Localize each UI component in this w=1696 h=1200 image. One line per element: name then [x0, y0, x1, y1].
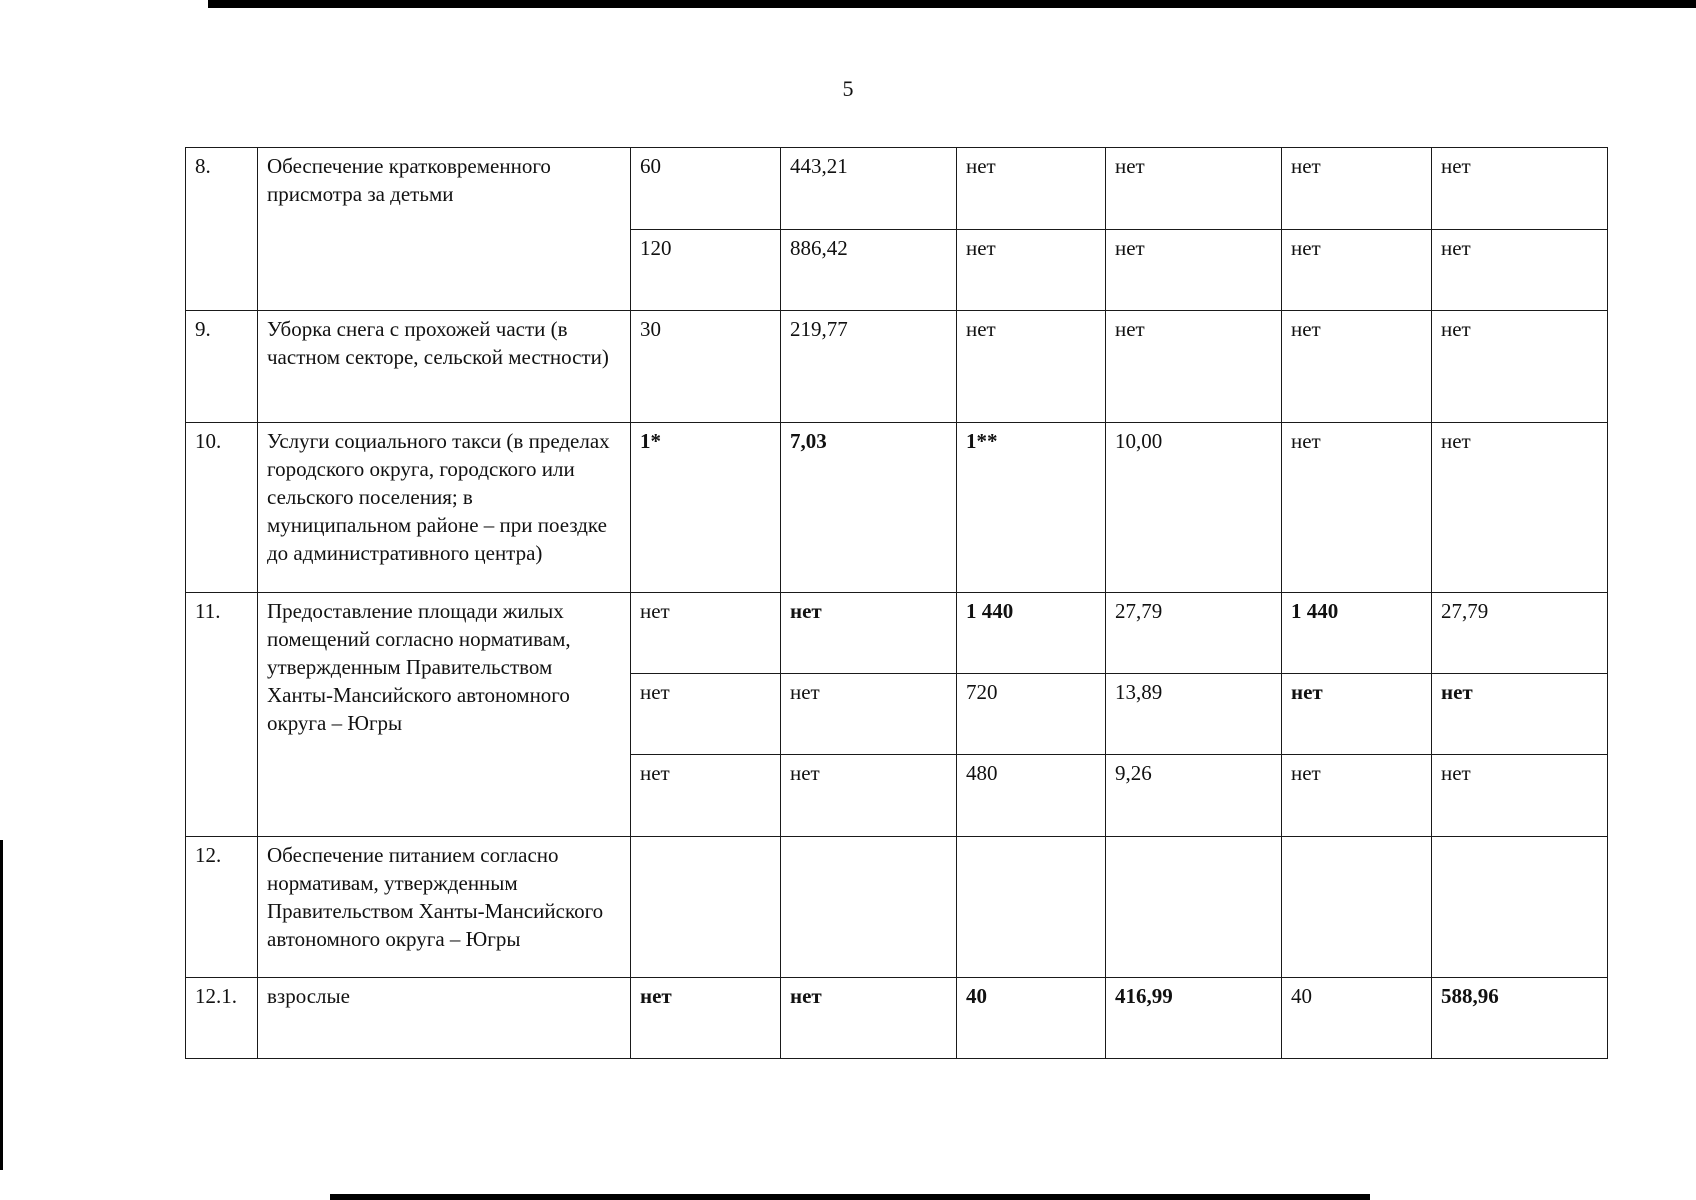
table-cell: нет: [1432, 423, 1608, 593]
table-cell: [1106, 837, 1282, 978]
table-row: [186, 837, 1608, 978]
table-cell: нет: [1432, 674, 1608, 755]
table-cell: нет: [1432, 311, 1608, 423]
table-cell: нет: [1282, 148, 1432, 230]
scan-edge-left: [0, 840, 3, 1170]
row-number: 11.: [186, 593, 258, 837]
table-cell: нет: [631, 978, 781, 1059]
table-cell: 40: [957, 978, 1106, 1059]
service-name: Уборка снега с прохожей части (в частном секторе, сельской местности): [258, 311, 631, 423]
service-name: Обеспечение кратковременного присмотра за детьми: [258, 148, 631, 311]
row-number: 12.: [186, 837, 258, 978]
table-cell: 720: [957, 674, 1106, 755]
table-cell: нет: [631, 755, 781, 837]
table-cell: нет: [781, 755, 957, 837]
table-cell: 1 440: [1282, 593, 1432, 674]
service-name: Обеспечение питанием согласно нормативам, утвержденным Правительством Ханты-Мансийского автономного округа – Югры: [258, 837, 631, 978]
row-number: 12.1.: [186, 978, 258, 1059]
table-cell: 480: [957, 755, 1106, 837]
scan-edge-top: [208, 0, 1696, 8]
table-cell: [781, 837, 957, 978]
table-cell: 60: [631, 148, 781, 230]
table-cell: 27,79: [1106, 593, 1282, 674]
table-row: [186, 978, 1608, 1059]
table-cell: 13,89: [1106, 674, 1282, 755]
table-cell: 416,99: [1106, 978, 1282, 1059]
table-cell: [1282, 837, 1432, 978]
scan-edge-bottom: [330, 1194, 1370, 1200]
table-cell: 1**: [957, 423, 1106, 593]
table-cell: нет: [631, 674, 781, 755]
table-cell: нет: [1432, 755, 1608, 837]
table-cell: [957, 837, 1106, 978]
service-name: взрослые: [258, 978, 631, 1059]
table-cell: нет: [1282, 311, 1432, 423]
table-cell: нет: [1106, 230, 1282, 311]
table-cell: 588,96: [1432, 978, 1608, 1059]
table-row: [186, 311, 1608, 423]
table-row: [186, 423, 1608, 593]
table-cell: нет: [1282, 755, 1432, 837]
table-cell: нет: [957, 148, 1106, 230]
table-cell: нет: [1106, 311, 1282, 423]
table-cell: 10,00: [1106, 423, 1282, 593]
page-number: 5: [842, 76, 854, 101]
table-cell: 443,21: [781, 148, 957, 230]
row-number: 10.: [186, 423, 258, 593]
table-cell: 120: [631, 230, 781, 311]
table-cell: [1432, 837, 1608, 978]
row-number: 8.: [186, 148, 258, 311]
table-cell: 886,42: [781, 230, 957, 311]
table-cell: нет: [957, 311, 1106, 423]
service-name: Услуги социального такси (в пределах городского округа, городского или сельского поселения; в муниципальном районе – при поездке до административного центра): [258, 423, 631, 593]
table-cell: нет: [1282, 674, 1432, 755]
table-cell: нет: [1432, 148, 1608, 230]
table-cell: 9,26: [1106, 755, 1282, 837]
services-table: [185, 147, 1608, 1059]
table-cell: 1 440: [957, 593, 1106, 674]
table-cell: 27,79: [1432, 593, 1608, 674]
table-cell: нет: [1282, 423, 1432, 593]
table-cell: нет: [781, 593, 957, 674]
table-row: [186, 148, 1608, 230]
table-cell: нет: [781, 674, 957, 755]
table-cell: нет: [631, 593, 781, 674]
table-cell: 219,77: [781, 311, 957, 423]
row-number: 9.: [186, 311, 258, 423]
table-cell: 7,03: [781, 423, 957, 593]
table-row: [186, 593, 1608, 674]
table-cell: нет: [1282, 230, 1432, 311]
table-cell: 40: [1282, 978, 1432, 1059]
table-cell: нет: [781, 978, 957, 1059]
table-cell: 1*: [631, 423, 781, 593]
table-cell: [631, 837, 781, 978]
table-cell: нет: [1432, 230, 1608, 311]
table-cell: нет: [1106, 148, 1282, 230]
service-name: Предоставление площади жилых помещений согласно нормативам, утвержденным Правительством Ханты-Мансийского автономного округа – Югры: [258, 593, 631, 837]
table-cell: нет: [957, 230, 1106, 311]
table-cell: 30: [631, 311, 781, 423]
